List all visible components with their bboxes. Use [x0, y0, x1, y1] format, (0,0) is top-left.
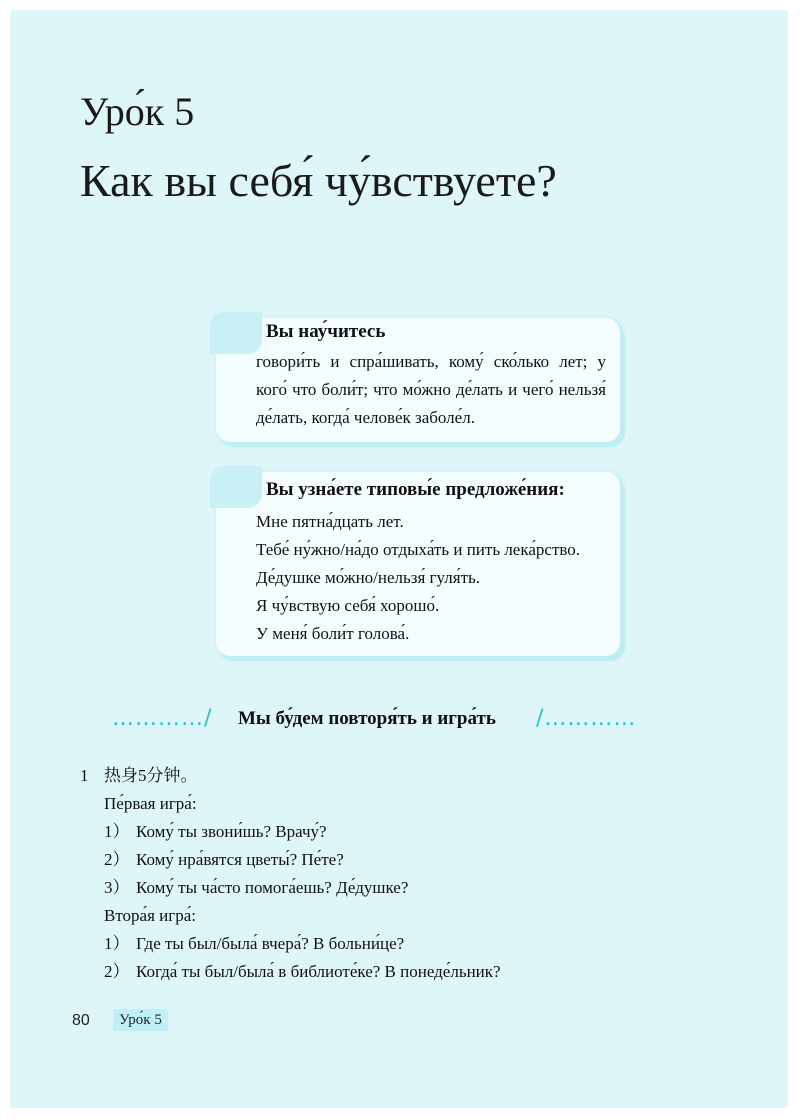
item-index: 2） [104, 850, 130, 869]
item-index: 2） [104, 962, 130, 981]
phrase-line: Я чу́вствую себя́ хорошо́. [256, 596, 440, 615]
item-text: Кому́ ты звони́шь? Врачу́? [136, 822, 327, 841]
item-text: Когда́ ты был/была́ в библиоте́ке? В понеде́льник? [136, 962, 501, 981]
item-index: 3） [104, 878, 130, 897]
game2-label: Втора́я игра́: [104, 906, 196, 925]
phrase-line: У меня́ боли́т голова́. [256, 624, 410, 643]
game-label-row [80, 790, 700, 818]
banner-dots-right: /………… [536, 706, 637, 731]
game-label-row [80, 902, 700, 930]
phrase-line: Де́душке мо́жно/нельзя́ гуля́ть. [256, 568, 481, 587]
lesson-number: Уро́к 5 [80, 89, 195, 134]
item-index: 1） [104, 822, 130, 841]
learn-box [216, 318, 620, 442]
section-banner [112, 704, 660, 734]
game1-label: Пе́рвая игра́: [104, 794, 197, 813]
box-tab-decoration [210, 466, 262, 508]
banner-dots-left: …………/ [112, 706, 213, 731]
phrases-box-body [256, 508, 606, 648]
item-text: Где ты был/была́ вчера́? В больни́це? [136, 934, 405, 953]
learn-line: говори́ть и спра́шивать, кому́ ско́лько лет; у [256, 352, 606, 371]
item-index: 1） [104, 934, 130, 953]
phrase-line: Мне пятна́дцать лет. [256, 512, 404, 531]
list-item [80, 930, 700, 958]
item-text: Кому́ нра́вятся цветы́? Пе́те? [136, 850, 344, 869]
section-title: Мы бу́дем повторя́ть и игра́ть [238, 708, 496, 729]
list-item [80, 958, 700, 986]
item-text: Кому́ ты ча́сто помога́ешь? Де́душке? [136, 878, 409, 897]
exercise-instruction: 热身5分钟。 [104, 766, 198, 785]
learn-box-heading: Вы нау́читесь [266, 321, 386, 342]
box-tab-decoration [210, 312, 262, 354]
exercise-header [80, 762, 700, 790]
page-number: 80 [72, 1012, 90, 1029]
learn-line: де́лать, когда́ челове́к заболе́л. [256, 408, 475, 427]
phrase-line: Тебе́ ну́жно/на́до отдыха́ть и пить лека́рство. [256, 540, 581, 559]
learn-line: кого́ что боли́т; что мо́жно де́лать и чего́ нельзя́ [256, 380, 606, 399]
list-item [80, 874, 700, 902]
exercise-1 [80, 762, 700, 986]
list-item [80, 818, 700, 846]
exercise-number: 1 [80, 766, 89, 785]
phrases-box-heading: Вы узна́ете типовы́е предложе́ния: [266, 479, 565, 500]
lesson-title: Как вы себя́ чу́вствуете? [80, 155, 557, 206]
list-item [80, 846, 700, 874]
footer-lesson-tag: Уро́к 5 [113, 1009, 168, 1031]
learn-box-body [256, 348, 606, 432]
phrases-box [216, 472, 620, 656]
